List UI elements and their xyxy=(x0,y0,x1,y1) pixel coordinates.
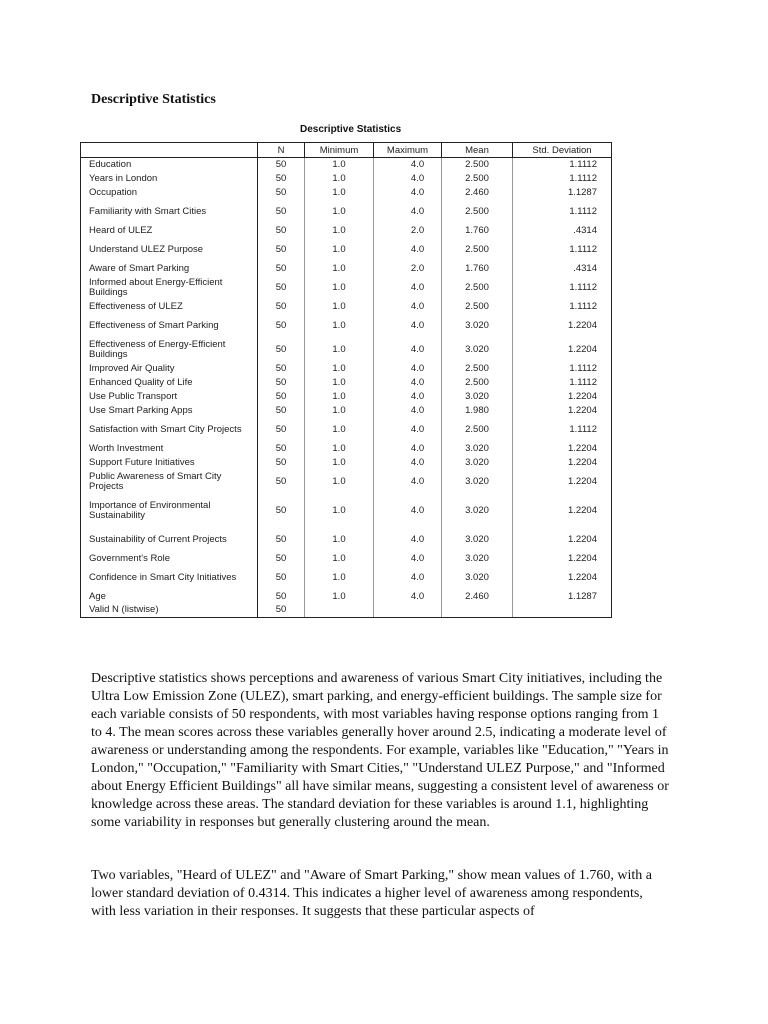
descriptive-statistics-table xyxy=(80,142,612,618)
cell-min: 1.0 xyxy=(305,238,374,262)
cell-n: 50 xyxy=(258,456,305,470)
cell-variable: Public Awareness of Smart City Projects xyxy=(81,470,258,494)
cell-min: 1.0 xyxy=(305,390,374,404)
cell-sd: 1.1112 xyxy=(513,418,612,442)
cell-sd: 1.1112 xyxy=(513,300,612,314)
table-row xyxy=(81,456,612,470)
cell-min: 1.0 xyxy=(305,186,374,200)
cell-variable: Use Smart Parking Apps xyxy=(81,404,258,418)
cell-sd: 1.2204 xyxy=(513,494,612,528)
cell-min: 1.0 xyxy=(305,494,374,528)
cell-n: 50 xyxy=(258,404,305,418)
cell-mean: 2.500 xyxy=(442,418,513,442)
cell-mean: 3.020 xyxy=(442,528,513,552)
cell-variable: Importance of Environmental Sustainability xyxy=(81,494,258,528)
cell-sd: 1.2204 xyxy=(513,456,612,470)
cell-mean xyxy=(442,604,513,618)
cell-max: 4.0 xyxy=(374,442,442,456)
column-header-mean: Mean xyxy=(442,143,513,158)
table-row xyxy=(81,262,612,276)
table-row xyxy=(81,314,612,338)
cell-mean: 1.760 xyxy=(442,262,513,276)
table-row xyxy=(81,470,612,494)
cell-mean: 2.500 xyxy=(442,376,513,390)
cell-max xyxy=(374,604,442,618)
cell-sd: .4314 xyxy=(513,224,612,238)
cell-sd: 1.2204 xyxy=(513,390,612,404)
cell-n: 50 xyxy=(258,494,305,528)
table-row xyxy=(81,604,612,618)
cell-variable: Age xyxy=(81,590,258,604)
cell-min: 1.0 xyxy=(305,442,374,456)
cell-sd: 1.2204 xyxy=(513,404,612,418)
cell-n: 50 xyxy=(258,528,305,552)
cell-max: 4.0 xyxy=(374,362,442,376)
table-row xyxy=(81,442,612,456)
cell-variable: Effectiveness of ULEZ xyxy=(81,300,258,314)
cell-mean: 3.020 xyxy=(442,338,513,362)
cell-n: 50 xyxy=(258,262,305,276)
cell-n: 50 xyxy=(258,314,305,338)
cell-min: 1.0 xyxy=(305,590,374,604)
cell-sd: 1.1287 xyxy=(513,590,612,604)
cell-n: 50 xyxy=(258,376,305,390)
cell-max: 4.0 xyxy=(374,494,442,528)
cell-variable: Years in London xyxy=(81,172,258,186)
cell-sd xyxy=(513,604,612,618)
cell-min: 1.0 xyxy=(305,276,374,300)
cell-mean: 2.500 xyxy=(442,276,513,300)
cell-n: 50 xyxy=(258,390,305,404)
cell-variable: Education xyxy=(81,158,258,172)
cell-max: 4.0 xyxy=(374,186,442,200)
cell-max: 4.0 xyxy=(374,552,442,566)
table-row xyxy=(81,186,612,200)
cell-variable: Occupation xyxy=(81,186,258,200)
cell-mean: 3.020 xyxy=(442,552,513,566)
table-row xyxy=(81,528,612,552)
cell-sd: 1.1112 xyxy=(513,200,612,224)
table-caption: Descriptive Statistics xyxy=(300,124,402,135)
cell-variable: Effectiveness of Energy-Efficient Buildings xyxy=(81,338,258,362)
cell-sd: 1.1112 xyxy=(513,158,612,172)
table-row xyxy=(81,276,612,300)
cell-n: 50 xyxy=(258,362,305,376)
cell-sd: 1.2204 xyxy=(513,314,612,338)
cell-mean: 1.980 xyxy=(442,404,513,418)
cell-variable: Sustainability of Current Projects xyxy=(81,528,258,552)
cell-min: 1.0 xyxy=(305,338,374,362)
table-row xyxy=(81,566,612,590)
table-row xyxy=(81,362,612,376)
column-header-n: N xyxy=(258,143,305,158)
cell-variable: Use Public Transport xyxy=(81,390,258,404)
cell-max: 4.0 xyxy=(374,300,442,314)
cell-min: 1.0 xyxy=(305,314,374,338)
cell-max: 4.0 xyxy=(374,338,442,362)
cell-sd: 1.1112 xyxy=(513,362,612,376)
table-row xyxy=(81,172,612,186)
cell-max: 4.0 xyxy=(374,172,442,186)
cell-n: 50 xyxy=(258,238,305,262)
cell-min: 1.0 xyxy=(305,376,374,390)
cell-max: 4.0 xyxy=(374,566,442,590)
table-row xyxy=(81,300,612,314)
cell-variable: Familiarity with Smart Cities xyxy=(81,200,258,224)
cell-variable: Improved Air Quality xyxy=(81,362,258,376)
table-row xyxy=(81,418,612,442)
table-header-row xyxy=(81,143,612,158)
cell-variable: Aware of Smart Parking xyxy=(81,262,258,276)
table-row xyxy=(81,238,612,262)
cell-min: 1.0 xyxy=(305,470,374,494)
cell-variable: Support Future Initiatives xyxy=(81,456,258,470)
cell-sd: 1.2204 xyxy=(513,338,612,362)
cell-sd: 1.2204 xyxy=(513,528,612,552)
cell-mean: 2.460 xyxy=(442,590,513,604)
cell-mean: 3.020 xyxy=(442,470,513,494)
cell-n: 50 xyxy=(258,300,305,314)
cell-max: 4.0 xyxy=(374,314,442,338)
cell-min: 1.0 xyxy=(305,172,374,186)
column-header-variable xyxy=(81,143,258,158)
cell-mean: 2.500 xyxy=(442,362,513,376)
cell-sd: 1.1287 xyxy=(513,186,612,200)
cell-variable: Government's Role xyxy=(81,552,258,566)
column-header-std-deviation: Std. Deviation xyxy=(513,143,612,158)
cell-variable: Informed about Energy-Efficient Buildings xyxy=(81,276,258,300)
cell-min: 1.0 xyxy=(305,262,374,276)
cell-min: 1.0 xyxy=(305,158,374,172)
cell-mean: 2.500 xyxy=(442,300,513,314)
cell-min: 1.0 xyxy=(305,528,374,552)
cell-n: 50 xyxy=(258,186,305,200)
table-row xyxy=(81,338,612,362)
table-row xyxy=(81,494,612,528)
cell-n: 50 xyxy=(258,604,305,618)
cell-max: 4.0 xyxy=(374,158,442,172)
cell-sd: 1.2204 xyxy=(513,552,612,566)
cell-variable: Understand ULEZ Purpose xyxy=(81,238,258,262)
cell-mean: 3.020 xyxy=(442,314,513,338)
cell-n: 50 xyxy=(258,224,305,238)
cell-variable: Worth Investment xyxy=(81,442,258,456)
cell-max: 4.0 xyxy=(374,276,442,300)
cell-mean: 2.460 xyxy=(442,186,513,200)
cell-n: 50 xyxy=(258,590,305,604)
cell-mean: 2.500 xyxy=(442,158,513,172)
table-row xyxy=(81,390,612,404)
cell-mean: 3.020 xyxy=(442,442,513,456)
column-header-maximum: Maximum xyxy=(374,143,442,158)
cell-max: 2.0 xyxy=(374,224,442,238)
cell-mean: 3.020 xyxy=(442,566,513,590)
cell-max: 4.0 xyxy=(374,376,442,390)
cell-mean: 3.020 xyxy=(442,456,513,470)
cell-n: 50 xyxy=(258,566,305,590)
table-row xyxy=(81,404,612,418)
cell-variable: Enhanced Quality of Life xyxy=(81,376,258,390)
cell-variable: Effectiveness of Smart Parking xyxy=(81,314,258,338)
cell-mean: 3.020 xyxy=(442,494,513,528)
cell-sd: 1.1112 xyxy=(513,172,612,186)
table-row xyxy=(81,158,612,172)
page-title: Descriptive Statistics xyxy=(91,92,216,107)
table-row xyxy=(81,224,612,238)
cell-max: 4.0 xyxy=(374,200,442,224)
cell-n: 50 xyxy=(258,442,305,456)
cell-max: 4.0 xyxy=(374,418,442,442)
cell-min: 1.0 xyxy=(305,566,374,590)
cell-min: 1.0 xyxy=(305,456,374,470)
cell-mean: 2.500 xyxy=(442,200,513,224)
cell-sd: 1.2204 xyxy=(513,470,612,494)
paragraph-summary: Descriptive statistics shows perceptions and awareness of various Smart City initiatives, including the Ultra Low Emission Zone (ULEZ), smart parking, and energy-efficient buildings. The sample size for each variable consists of 50 respondents, with most variables having response options ranging from 1 to 4. The mean scores across these variables generally hover around 2.5, indicating a moderate level of awareness or understanding among the respondents. For example, variables like "Education," "Years in London," "Occupation," "Familiarity with Smart Cities," "Understand ULEZ Purpose," and "Informed about Energy Efficient Buildings" all have similar means, suggesting a consistent level of awareness or knowledge across these areas. The standard deviation for these variables is around 1.1, highlighting some variability in responses but generally clustering around the mean. xyxy=(91,671,669,830)
cell-sd: 1.2204 xyxy=(513,566,612,590)
cell-n: 50 xyxy=(258,200,305,224)
cell-mean: 2.500 xyxy=(442,172,513,186)
column-header-minimum: Minimum xyxy=(305,143,374,158)
table-row xyxy=(81,376,612,390)
cell-variable: Valid N (listwise) xyxy=(81,604,258,618)
cell-n: 50 xyxy=(258,276,305,300)
table-row xyxy=(81,552,612,566)
cell-max: 4.0 xyxy=(374,390,442,404)
cell-n: 50 xyxy=(258,552,305,566)
cell-variable: Satisfaction with Smart City Projects xyxy=(81,418,258,442)
cell-n: 50 xyxy=(258,418,305,442)
cell-n: 50 xyxy=(258,158,305,172)
cell-mean: 1.760 xyxy=(442,224,513,238)
cell-sd: 1.1112 xyxy=(513,276,612,300)
cell-min: 1.0 xyxy=(305,404,374,418)
cell-max: 4.0 xyxy=(374,590,442,604)
cell-variable: Heard of ULEZ xyxy=(81,224,258,238)
cell-min: 1.0 xyxy=(305,300,374,314)
cell-min: 1.0 xyxy=(305,418,374,442)
cell-mean: 3.020 xyxy=(442,390,513,404)
cell-max: 4.0 xyxy=(374,404,442,418)
cell-mean: 2.500 xyxy=(442,238,513,262)
cell-min: 1.0 xyxy=(305,200,374,224)
cell-min: 1.0 xyxy=(305,224,374,238)
cell-sd: .4314 xyxy=(513,262,612,276)
cell-sd: 1.1112 xyxy=(513,376,612,390)
cell-n: 50 xyxy=(258,470,305,494)
cell-min: 1.0 xyxy=(305,552,374,566)
cell-variable: Confidence in Smart City Initiatives xyxy=(81,566,258,590)
cell-max: 2.0 xyxy=(374,262,442,276)
paragraph-ulez-awareness: Two variables, "Heard of ULEZ" and "Aware of Smart Parking," show mean values of 1.760, with a lower standard deviation of 0.4314. This indicates a higher level of awareness among respondents, with less variation in their responses. It suggests that these particular aspects of xyxy=(91,868,653,919)
table-row xyxy=(81,590,612,604)
cell-n: 50 xyxy=(258,338,305,362)
cell-sd: 1.1112 xyxy=(513,238,612,262)
cell-max: 4.0 xyxy=(374,238,442,262)
cell-min: 1.0 xyxy=(305,362,374,376)
table-row xyxy=(81,200,612,224)
cell-n: 50 xyxy=(258,172,305,186)
cell-max: 4.0 xyxy=(374,528,442,552)
cell-max: 4.0 xyxy=(374,456,442,470)
cell-min xyxy=(305,604,374,618)
cell-sd: 1.2204 xyxy=(513,442,612,456)
cell-max: 4.0 xyxy=(374,470,442,494)
